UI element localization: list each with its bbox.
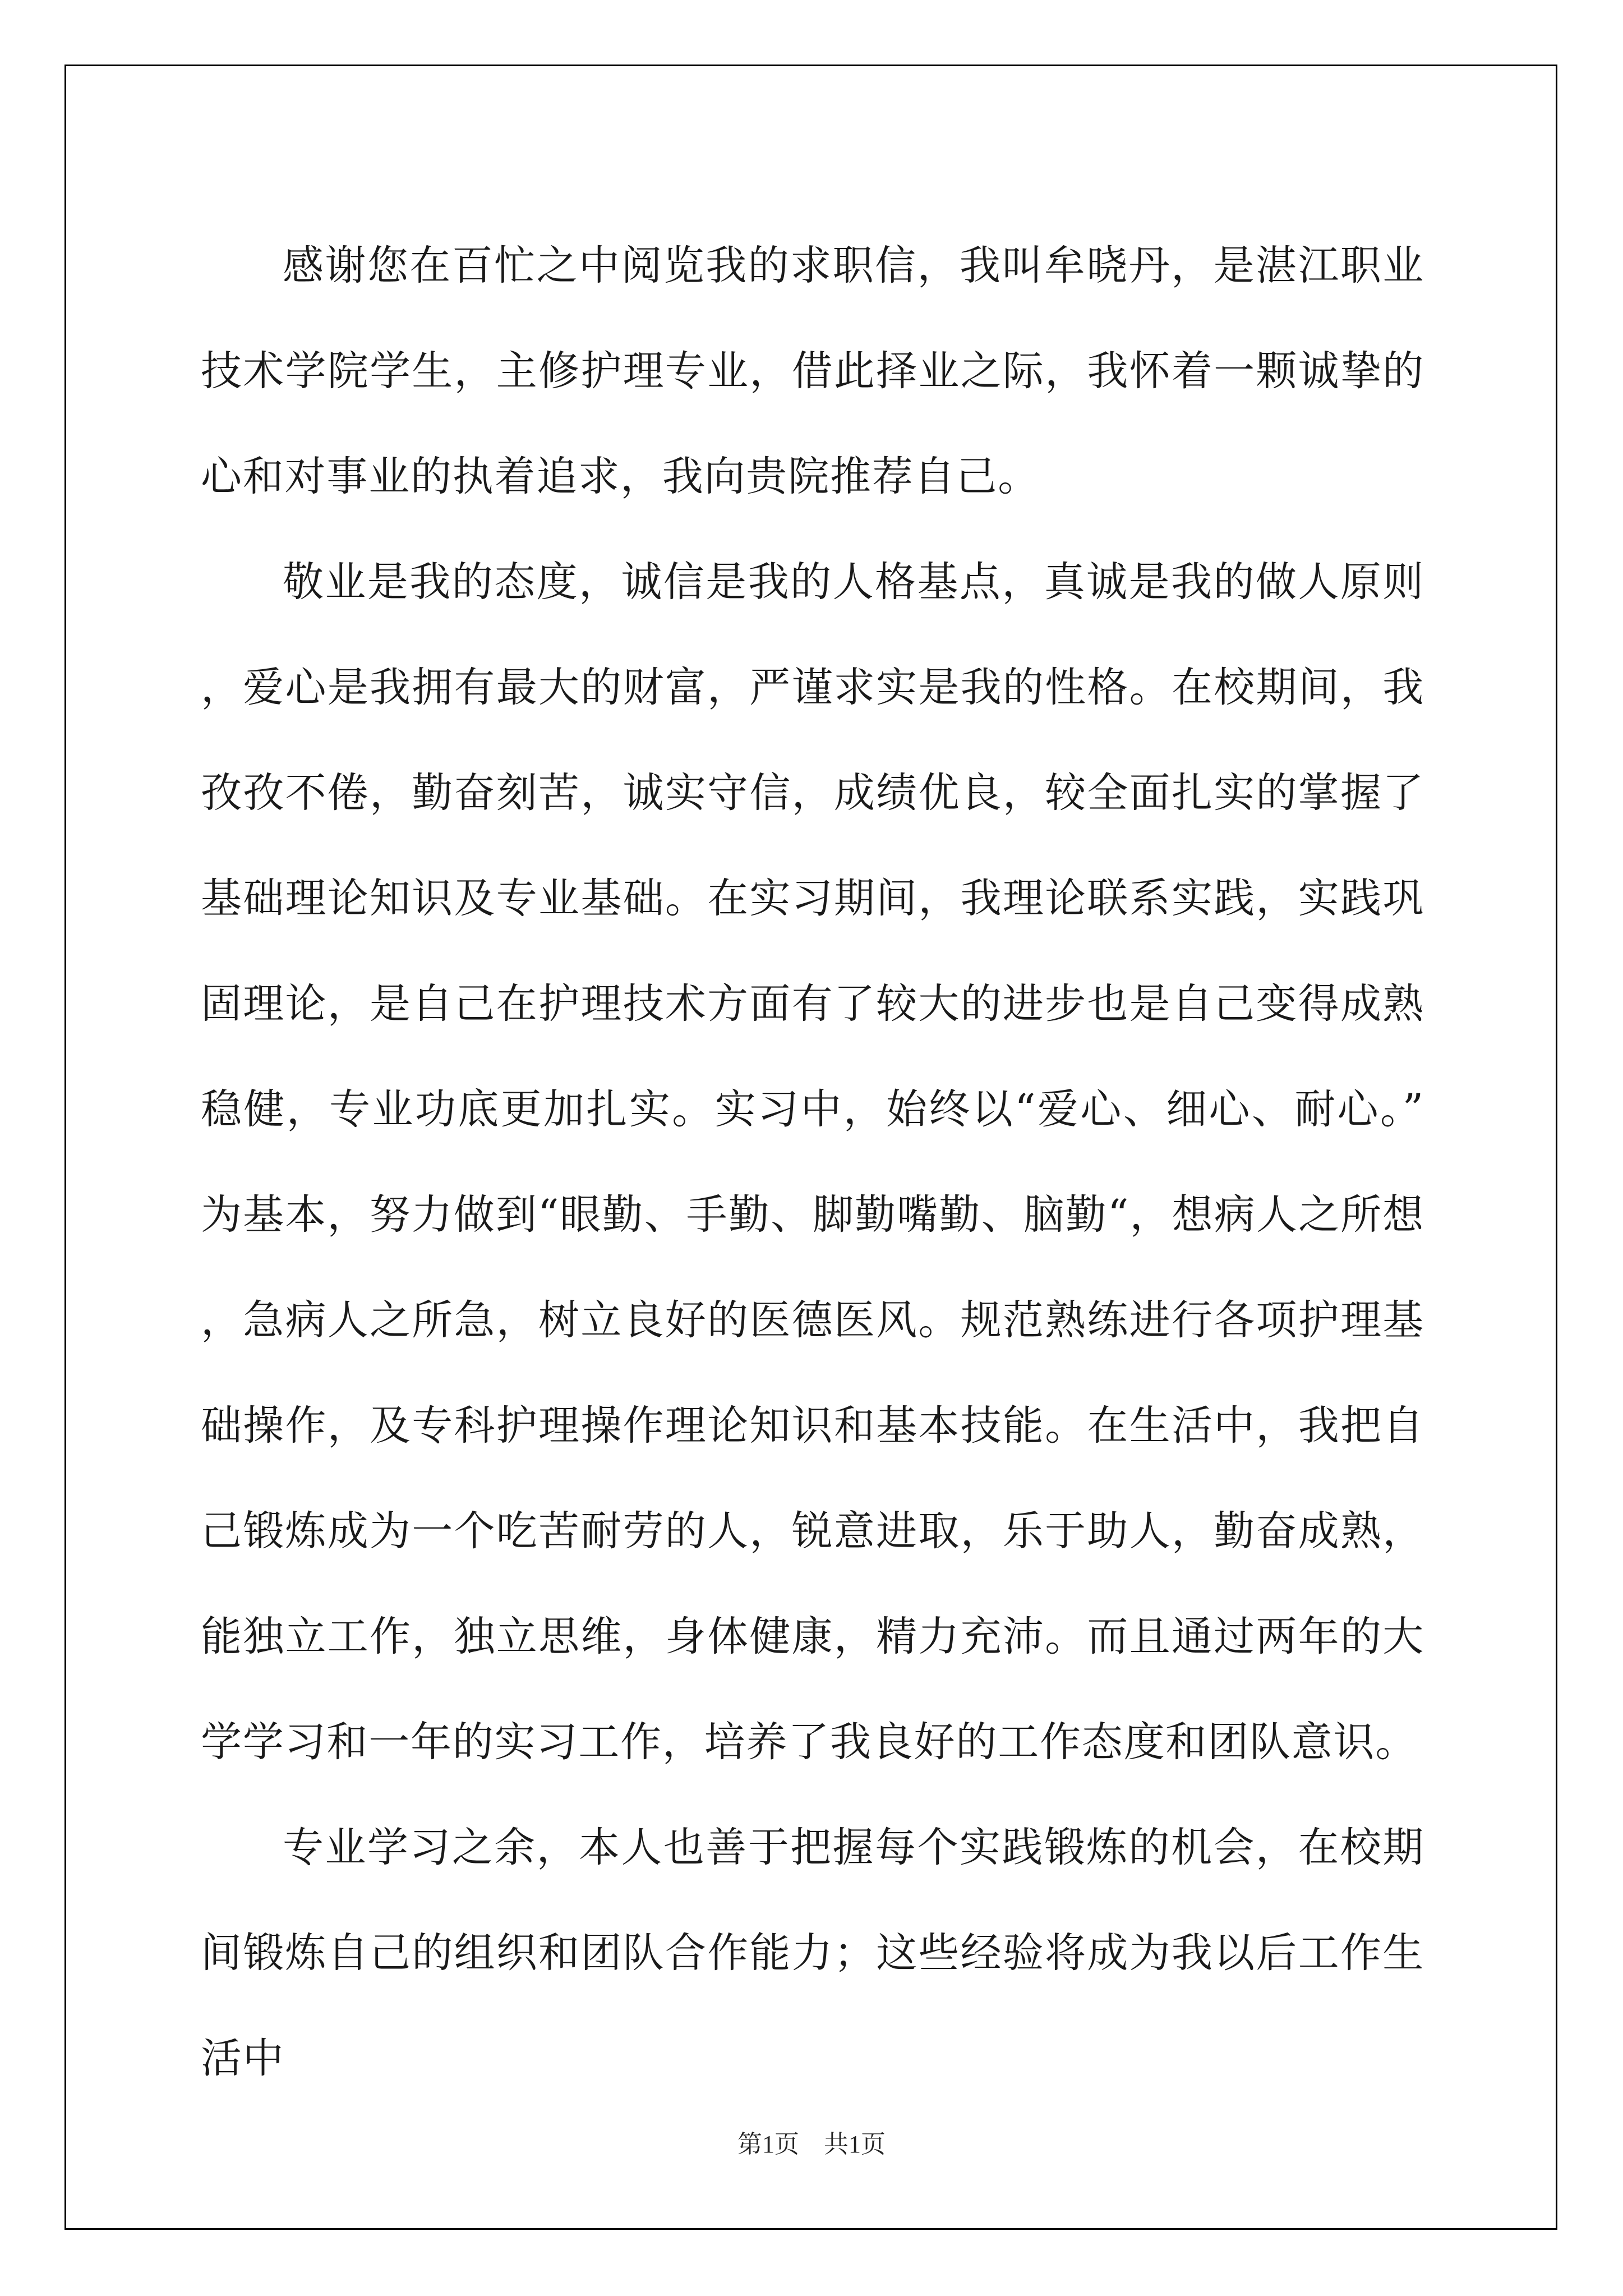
paragraph-1: 感谢您在百忙之中阅览我的求职信，我叫牟晓丹，是湛江职业技术学院学生，主修护理专业，借此择业之际，我怀着一颗诚挚的心和对事业的执着追求，我向贵院推荐自己。 (201, 242, 1424, 500)
paragraph-3: 专业学习之余，本人也善于把握每个实践锻炼的机会，在校期间锻炼自己的组织和团队合作能力；这些经验将成为我以后工作生活中 (201, 1824, 1424, 2082)
paragraph-2: 敬业是我的态度，诚信是我的人格基点，真诚是我的做人原则，爱心是我拥有最大的财富，严谨求实是我的性格。在校期间，我孜孜不倦，勤奋刻苦，诚实守信，成绩优良，较全面扎实的掌握了基础理论知识及专业基础。在实习期间，我理论联系实践，实践巩固理论，是自己在护理技术方面有了较大的进步也是自己变得成熟稳健，专业功底更加扎实。实习中，始终以“爱心、细心、耐心。”为基本，努力做到“眼勤、手勤、脚勤嘴勤、脑勤“，想病人之所想，急病人之所急，树立良好的医德医风。规范熟练进行各项护理基础操作，及专科护理操作理论知识和基本技能。在生活中，我把自己锻炼成为一个吃苦耐劳的人，锐意进取，乐于助人，勤奋成熟，能独立工作，独立思维，身体健康，精力充沛。而且通过两年的大学学习和一年的实习工作，培养了我良好的工作态度和团队意识。 (201, 558, 1424, 1766)
page-number-footer: 第1页 共1页 (737, 2131, 886, 2158)
document-body (201, 213, 1424, 2111)
